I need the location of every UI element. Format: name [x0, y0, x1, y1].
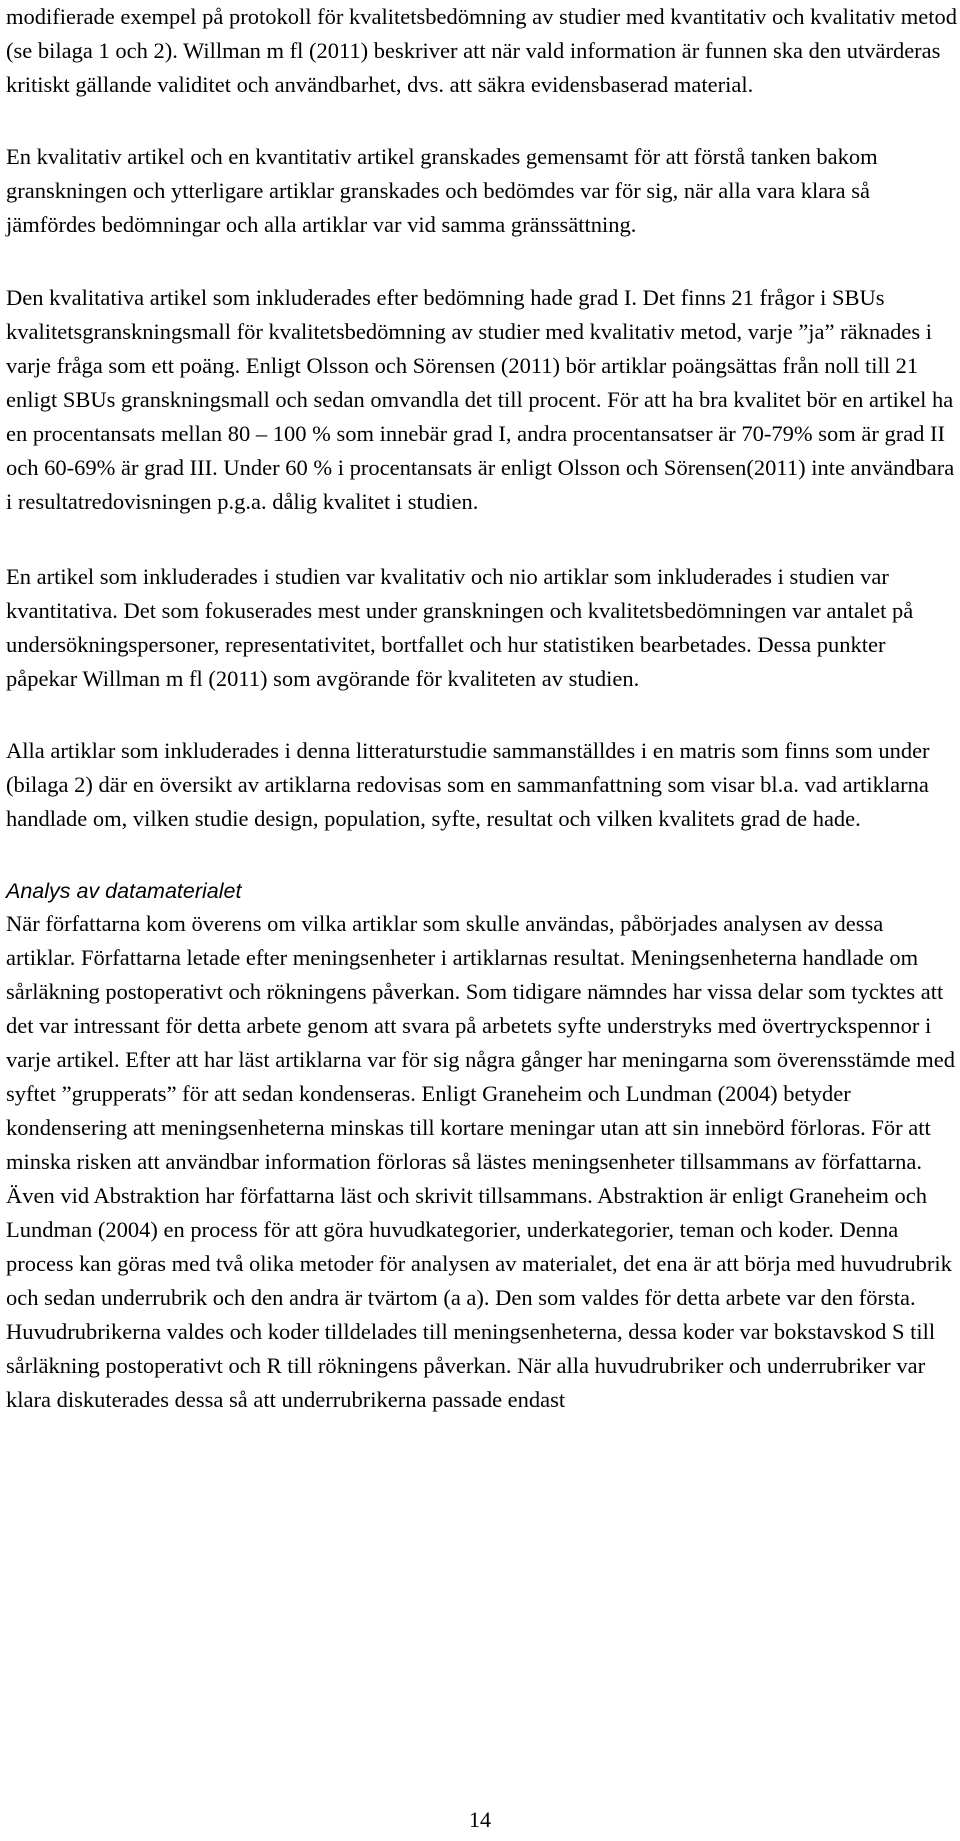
section-heading: Analys av datamaterialet	[6, 879, 242, 903]
paragraph-focus: En artikel som inkluderades i studien var kvalitativ och nio artiklar som inkluderades i studien var kvantitativa. Det som fokuserades mest under granskningen och kvalitetsbedömningen var antalet på undersökningspersoner, representativitet, bortfallet och hur statistiken bearbetades. Dessa punkter påpekar Willman m fl (2011) som avgörande för kvaliteten av studien.	[6, 564, 914, 691]
paragraph-intro: modifierade exempel på protokoll för kvalitetsbedömning av studier med kvantitativ och kvalitativ metod (se bilaga 1 och 2). Willman m fl (2011) beskriver att när vald information är funnen ska den utvärderas kritiskt gällande validitet och användbarhet, dvs. att säkra evidensbaserad material.	[6, 4, 957, 97]
paragraph-matrix: Alla artiklar som inkluderades i denna litteraturstudie sammanställdes i en matris som finns som under (bilaga 2) där en översikt av artiklarna redovisas som en sammanfattning som visar bl.a. vad artiklarna handlade om, vilken studie design, population, syfte, resultat och vilken kvalitets grad de hade.	[6, 738, 930, 831]
paragraph-review: En kvalitativ artikel och en kvantitativ artikel granskades gemensamt för att förstå tanken bakom granskningen och ytterligare artiklar granskades och bedömdes var för sig, när alla vara klara så jämfördes bedömningar och alla artiklar var vid samma gränssättning.	[6, 144, 878, 237]
page-number: 14	[469, 1807, 491, 1832]
paragraph-grading: Den kvalitativa artikel som inkluderades efter bedömning hade grad I. Det finns 21 frågor i SBUs kvalitetsgranskningsmall för kvalitetsbedömning av studier med kvalitativ metod, varje ”ja” räknades i varje fråga som ett poäng. Enligt Olsson och Sörensen (2011) bör artiklar poängsättas från noll till 21 enligt SBUs granskningsmall och sedan omvandla det till procent. För att ha bra kvalitet bör en artikel ha en procentansats mellan 80 – 100 % som innebär grad I, andra procentansatser är 70-79% som är grad II och 60-69% är grad III. Under 60 % i procentansats är enligt Olsson och Sörensen(2011) inte användbara i resultatredovisningen p.g.a. dålig kvalitet i studien.	[6, 285, 955, 514]
paragraph-analysis: När författarna kom överens om vilka artiklar som skulle användas, påbörjades analysen av dessa artiklar. Författarna letade efter meningsenheter i artiklarnas resultat. Meningsenheterna handlade om sårläkning postoperativt och rökningens påverkan. Som tidigare nämndes har vissa delar som tycktes att det var intressant för detta arbete genom att svara på arbetets syfte understryks med övertryckspennor i varje artikel. Efter att har läst artiklarna var för sig några gånger har meningarna som överensstämde med syftet ”grupperats” för att sedan kondenseras. Enligt Graneheim och Lundman (2004) betyder kondensering att meningsenheterna minskas till kortare meningar utan att sin innebörd förloras. För att minska risken att användbar information förloras så lästes meningsenheter tillsammans av författarna. Även vid Abstraktion har författarna läst och skrivit tillsammans. Abstraktion är enligt Graneheim och Lundman (2004) en process för att göra huvudkategorier, underkategorier, teman och koder. Denna process kan göras med två olika metoder för analysen av materialet, det ena är att börja med huvudrubrik och sedan underrubrik och den andra är tvärtom (a a). Den som valdes för detta arbete var den första. Huvudrubrikerna valdes och koder tilldelades till meningsenheterna, dessa koder var bokstavskod S till sårläkning postoperativt och R till rökningens påverkan. När alla huvudrubriker och underrubriker var klara diskuterades dessa så att underrubrikerna passade endast	[6, 911, 955, 1412]
